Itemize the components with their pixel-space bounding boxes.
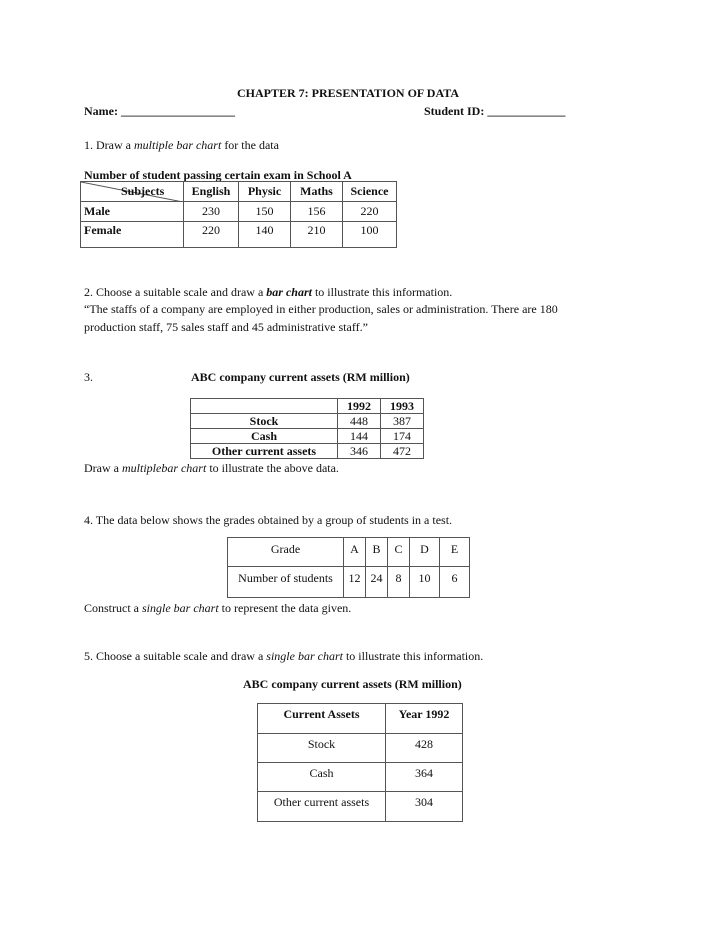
q5-col-header: Current Assets	[258, 704, 386, 734]
q3-col-header: 1993	[381, 399, 424, 414]
q4-table	[227, 537, 470, 598]
cell: A	[344, 538, 366, 567]
name-field: Name: ___________________	[84, 104, 235, 118]
row-label: Cash	[258, 763, 386, 792]
q1-table	[80, 181, 397, 248]
cell: C	[388, 538, 410, 567]
table-row	[258, 734, 463, 763]
q5-instruction: 5. Choose a suitable scale and draw a single bar chart to illustrate this information.	[84, 649, 484, 663]
row-label: Cash	[191, 429, 338, 444]
cell: 346	[338, 444, 381, 459]
q1-col-header: Science	[343, 182, 397, 202]
q2-quote-line1: “The staffs of a company are employed in either production, sales or administration. There are 180	[84, 302, 558, 316]
cell: 10	[410, 567, 440, 598]
cell: D	[410, 538, 440, 567]
cell: 174	[381, 429, 424, 444]
cell: 8	[388, 567, 410, 598]
table-row	[81, 202, 397, 222]
row-label: Number of students	[228, 567, 344, 598]
table-row	[258, 763, 463, 792]
q4-instruction: Construct a single bar chart to represent the data given.	[84, 601, 352, 615]
q5-table	[257, 703, 463, 822]
row-label: Other current assets	[258, 792, 386, 822]
cell: 448	[338, 414, 381, 429]
cell: 100	[343, 222, 397, 248]
q1-col-header: Physic	[239, 182, 291, 202]
table-row	[228, 567, 470, 598]
q1-corner-cell: Subjects	[81, 182, 184, 202]
cell: 156	[291, 202, 343, 222]
q5-col-header: Year 1992	[386, 704, 463, 734]
cell: 6	[440, 567, 470, 598]
q2-quote-line2: production staff, 75 sales staff and 45 administrative staff.”	[84, 320, 368, 334]
table-row	[191, 429, 424, 444]
table-row	[258, 792, 463, 822]
cell: 230	[184, 202, 239, 222]
table-row	[191, 444, 424, 459]
q1-col-header: English	[184, 182, 239, 202]
cell: 220	[184, 222, 239, 248]
cell: 210	[291, 222, 343, 248]
table-row	[81, 222, 397, 248]
q5-title: ABC company current assets (RM million)	[243, 677, 462, 691]
q3-corner-cell	[191, 399, 338, 414]
cell: 144	[338, 429, 381, 444]
q1-table-title: Number of student passing certain exam in School A	[84, 168, 352, 182]
cell: 387	[381, 414, 424, 429]
page-title: CHAPTER 7: PRESENTATION OF DATA	[237, 86, 460, 100]
q3-number: 3.	[84, 370, 93, 384]
cell: 140	[239, 222, 291, 248]
q2-instruction: 2. Choose a suitable scale and draw a bar chart to illustrate this information.	[84, 285, 453, 299]
q3-title: ABC company current assets (RM million)	[191, 370, 410, 384]
q1-col-header: Maths	[291, 182, 343, 202]
row-label: Stock	[258, 734, 386, 763]
q3-col-header: 1992	[338, 399, 381, 414]
row-label: Grade	[228, 538, 344, 567]
cell: 150	[239, 202, 291, 222]
row-label: Stock	[191, 414, 338, 429]
table-row	[191, 414, 424, 429]
cell: 24	[366, 567, 388, 598]
cell: 364	[386, 763, 463, 792]
cell: 304	[386, 792, 463, 822]
cell: 12	[344, 567, 366, 598]
row-label: Other current assets	[191, 444, 338, 459]
row-label: Male	[81, 202, 184, 222]
q3-instruction: Draw a multiplebar chart to illustrate the above data.	[84, 461, 339, 475]
cell: 220	[343, 202, 397, 222]
q1-instruction: 1. Draw a multiple bar chart for the data	[84, 138, 279, 152]
q4-intro: 4. The data below shows the grades obtained by a group of students in a test.	[84, 513, 453, 527]
cell: 472	[381, 444, 424, 459]
student-id-field: Student ID: _____________	[424, 104, 566, 118]
q3-table	[190, 398, 424, 459]
cell: B	[366, 538, 388, 567]
cell: E	[440, 538, 470, 567]
row-label: Female	[81, 222, 184, 248]
cell: 428	[386, 734, 463, 763]
